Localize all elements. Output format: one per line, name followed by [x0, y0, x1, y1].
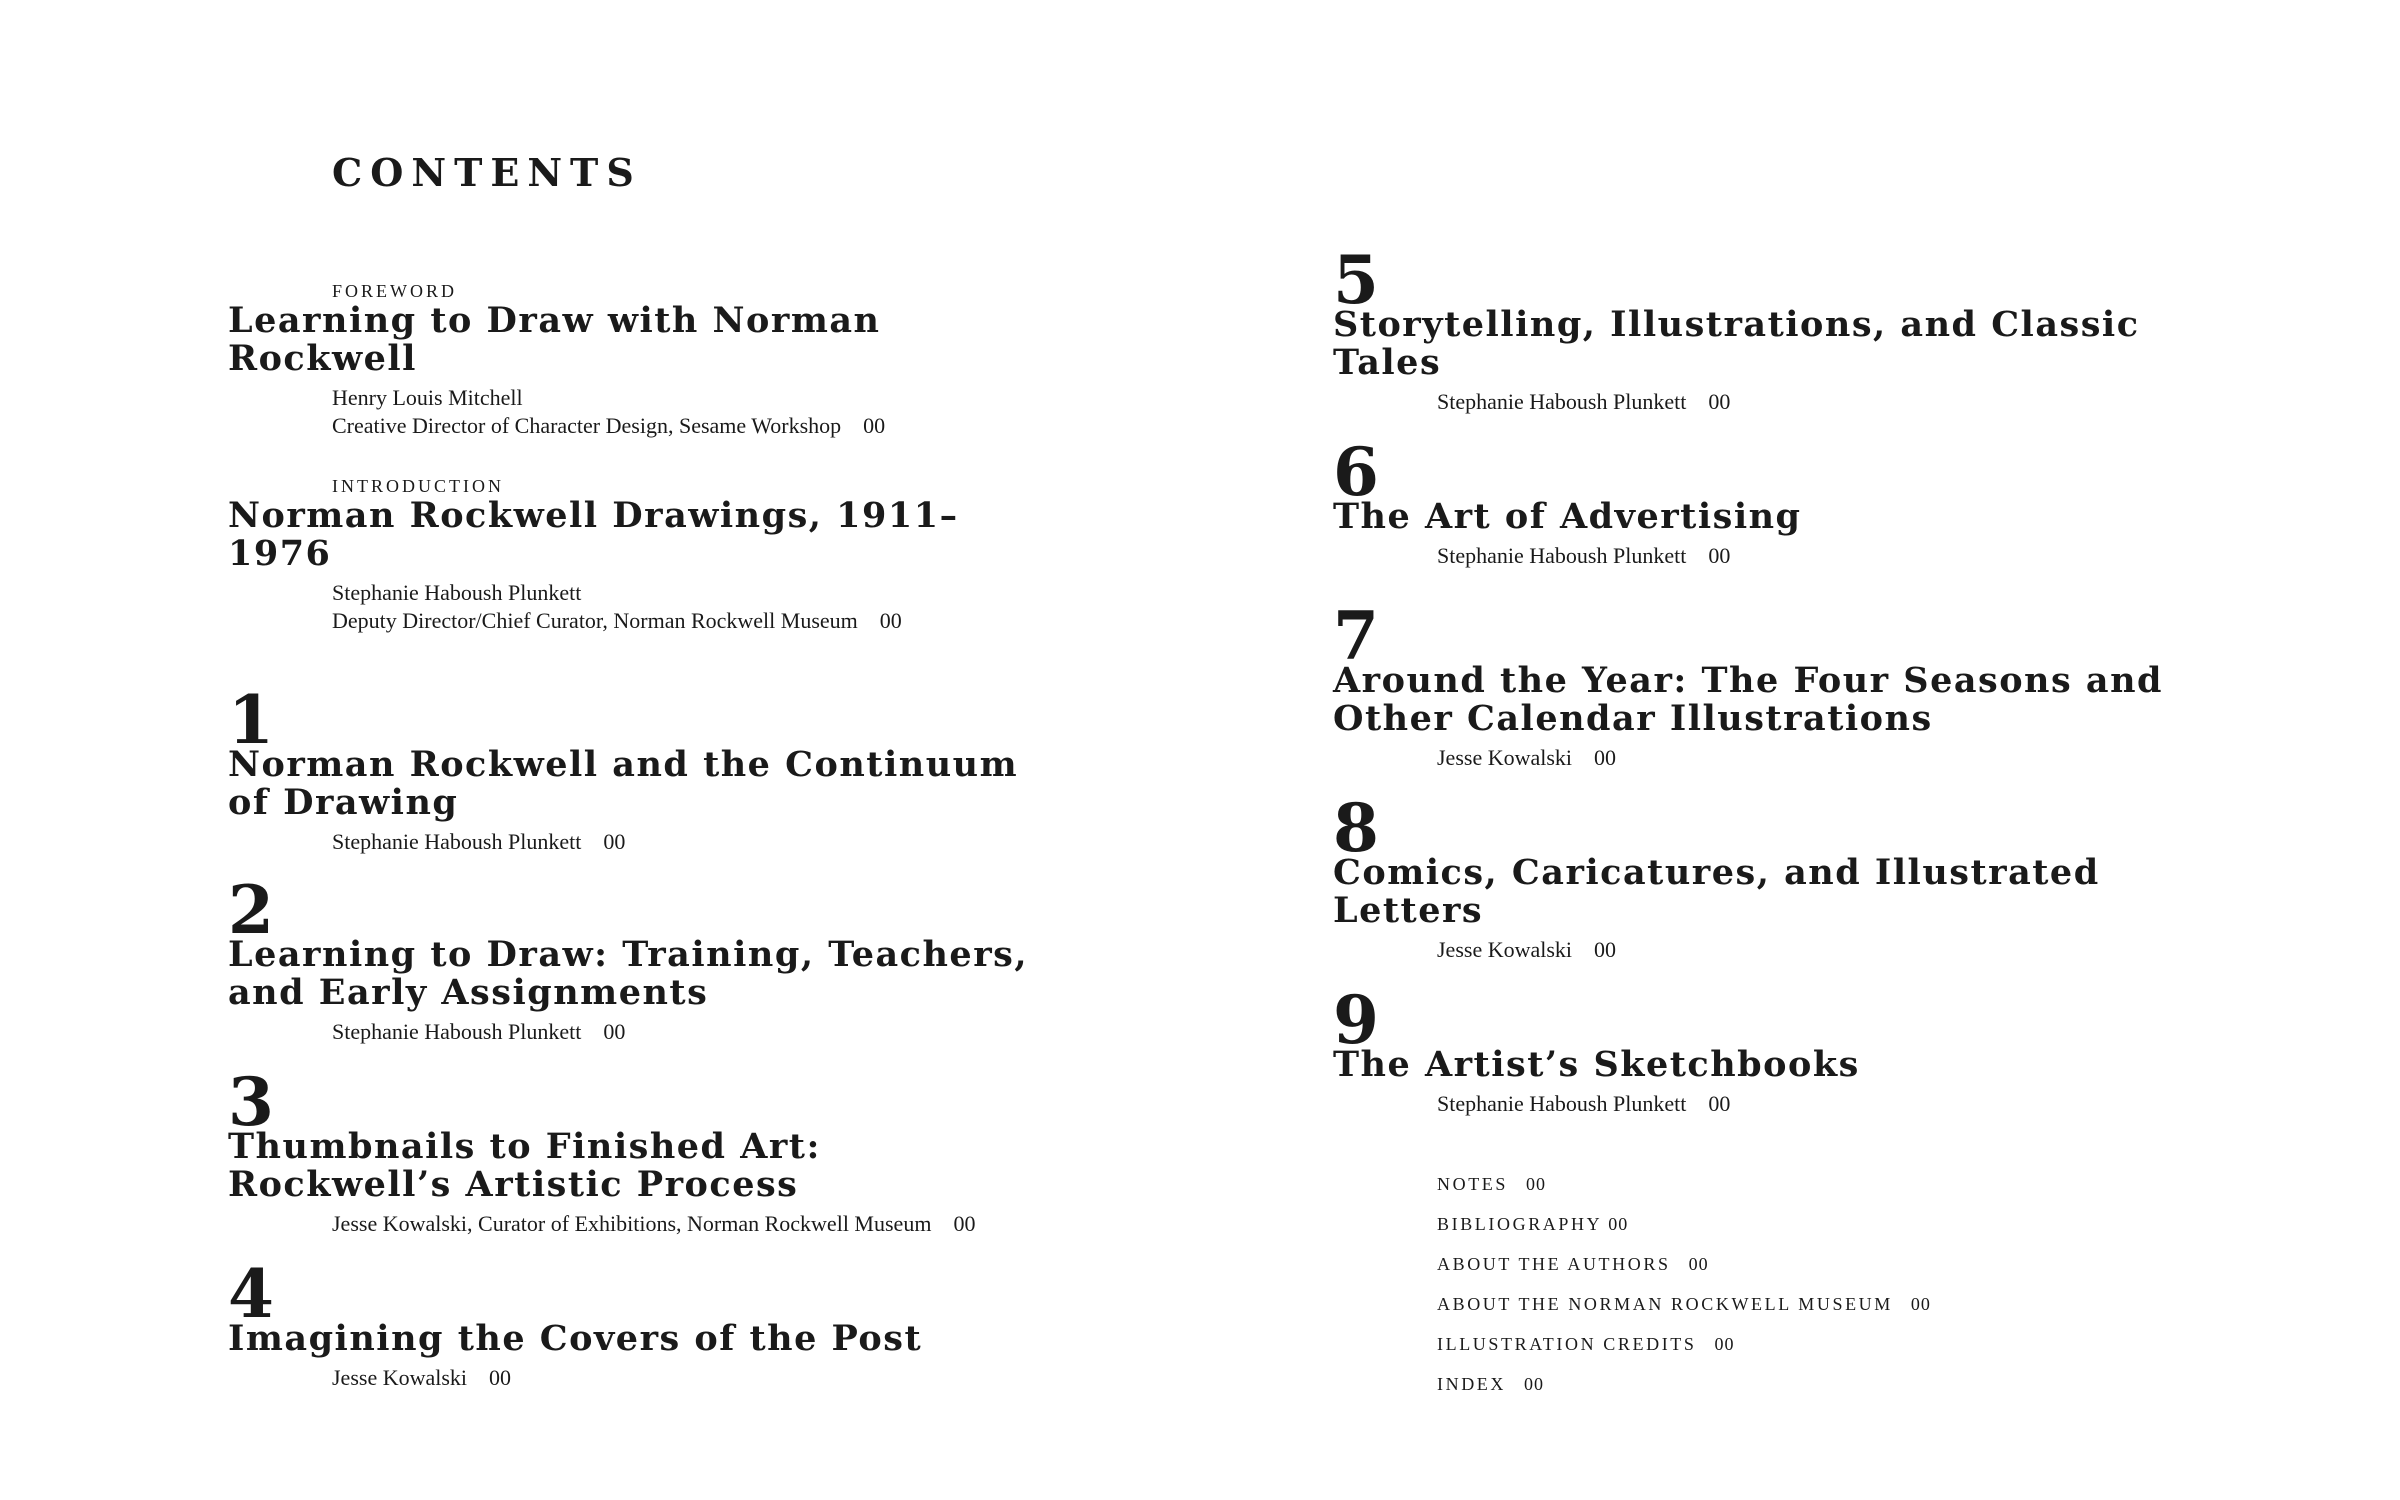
back-matter-item-index[interactable]: [1437, 1364, 1931, 1404]
introduction-title: [228, 497, 1128, 573]
introduction-page-number: 00: [879, 608, 902, 633]
chapter-title-line: Rockwell’s Artistic Process: [228, 1164, 799, 1205]
back-matter-label: ABOUT THE NORMAN ROCKWELL MUSEUM: [1437, 1294, 1893, 1314]
introduction-byline: [332, 579, 1128, 635]
chapter-number: 5: [1333, 241, 1379, 319]
chapter-title-line: Other Calendar Illustrations: [1333, 698, 1933, 739]
chapter-5-entry[interactable]: [1333, 241, 2293, 416]
chapter-byline: [1437, 542, 2293, 570]
back-matter-label: BIBLIOGRAPHY: [1437, 1214, 1603, 1234]
chapter-1-entry[interactable]: [228, 681, 1128, 856]
chapter-title-line: and Early Assignments: [228, 972, 709, 1013]
foreword-byline: [332, 384, 1128, 440]
chapter-byline: [332, 828, 1128, 856]
chapter-title-line: Norman Rockwell and the Continuum: [228, 744, 1019, 785]
chapter-number: 7: [1333, 597, 1379, 675]
chapter-author: Stephanie Haboush Plunkett: [1437, 389, 1687, 414]
chapter-page-number: 00: [1594, 937, 1617, 962]
chapter-title-line: Letters: [1333, 890, 1484, 931]
chapter-title-line: Around the Year: The Four Seasons and: [1333, 660, 2163, 701]
back-matter-label: NOTES: [1437, 1174, 1508, 1194]
introduction-kicker: INTRODUCTION: [332, 476, 504, 496]
chapter-title: [1333, 306, 2293, 382]
back-matter-page-number: 00: [1688, 1254, 1709, 1274]
foreword-author-role: Creative Director of Character Design, Sesame Workshop: [332, 413, 842, 438]
chapter-title-line: Thumbnails to Finished Art:: [228, 1126, 821, 1167]
chapter-byline: [1437, 744, 2293, 772]
chapter-title: [1333, 854, 2293, 930]
back-matter-item-bibliography[interactable]: [1437, 1204, 1931, 1244]
chapter-page-number: 00: [1708, 543, 1731, 568]
chapter-page-number: 00: [953, 1211, 976, 1236]
chapter-number: 9: [1333, 981, 1379, 1059]
chapter-author: Stephanie Haboush Plunkett: [332, 1019, 582, 1044]
back-matter-item-about-authors[interactable]: [1437, 1244, 1931, 1284]
chapter-number: 8: [1333, 789, 1379, 867]
chapter-title-line: Learning to Draw: Training, Teachers,: [228, 934, 1029, 975]
chapter-number: 4: [228, 1255, 274, 1333]
back-matter-label: ILLUSTRATION CREDITS: [1437, 1334, 1697, 1354]
chapter-page-number: 00: [603, 829, 626, 854]
back-matter-page-number: 00: [1524, 1374, 1544, 1394]
chapter-author: Jesse Kowalski: [1437, 937, 1573, 962]
foreword-page-number: 00: [863, 413, 886, 438]
foreword-title-line: Rockwell: [228, 338, 417, 379]
foreword-author: Henry Louis Mitchell: [332, 385, 523, 410]
chapter-author: Stephanie Haboush Plunkett: [1437, 543, 1687, 568]
chapter-author: Jesse Kowalski: [1437, 745, 1573, 770]
chapter-title: [1333, 1046, 2293, 1084]
foreword-title-line: Learning to Draw with Norman: [228, 300, 881, 341]
back-matter-label: ABOUT THE AUTHORS: [1437, 1254, 1671, 1274]
back-matter-page-number: 00: [1608, 1214, 1629, 1234]
chapter-byline: [1437, 1090, 2293, 1118]
chapter-title-line: Tales: [1333, 342, 1442, 383]
chapter-3-entry[interactable]: [228, 1063, 1128, 1238]
page-title: CONTENTS: [332, 150, 642, 195]
foreword-kicker: FOREWORD: [332, 281, 458, 301]
chapter-byline: [1437, 388, 2293, 416]
chapter-2-entry[interactable]: [228, 871, 1128, 1046]
chapter-title: [228, 1128, 1128, 1204]
chapter-byline: [332, 1018, 1128, 1046]
chapter-title: [228, 746, 1128, 822]
foreword-title: [228, 302, 1128, 378]
chapter-number: 1: [228, 681, 274, 759]
chapter-title-line: of Drawing: [228, 782, 459, 823]
chapter-9-entry[interactable]: [1333, 981, 2293, 1118]
chapter-title-line: Storytelling, Illustrations, and Classic: [1333, 304, 2140, 345]
chapter-title: [228, 936, 1128, 1012]
chapter-number: 6: [1333, 433, 1379, 511]
chapter-title: [1333, 662, 2293, 738]
chapter-author: Jesse Kowalski: [332, 1365, 468, 1390]
chapter-title: [1333, 498, 2293, 536]
chapter-title: [228, 1320, 1128, 1358]
back-matter-item-about-museum[interactable]: [1437, 1284, 1931, 1324]
chapter-page-number: 00: [603, 1019, 626, 1044]
back-matter-list: [1437, 1164, 1931, 1404]
chapter-title-line: The Artist’s Sketchbooks: [1333, 1044, 1860, 1085]
back-matter-page-number: 00: [1714, 1334, 1735, 1354]
back-matter-item-illustration-credits[interactable]: [1437, 1324, 1931, 1364]
chapter-title-line: Imagining the Covers of the Post: [228, 1318, 923, 1359]
back-matter-page-number: 00: [1910, 1294, 1931, 1314]
chapter-4-entry[interactable]: [228, 1255, 1128, 1392]
chapter-7-entry[interactable]: [1333, 597, 2293, 772]
chapter-author: Stephanie Haboush Plunkett: [332, 829, 582, 854]
chapter-page-number: 00: [1708, 389, 1731, 414]
introduction-title-line: Norman Rockwell Drawings, 1911–: [228, 495, 959, 536]
introduction-author: Stephanie Haboush Plunkett: [332, 580, 582, 605]
chapter-author: Stephanie Haboush Plunkett: [1437, 1091, 1687, 1116]
chapter-title-line: The Art of Advertising: [1333, 496, 1802, 537]
chapter-number: 2: [228, 871, 274, 949]
chapter-page-number: 00: [1594, 745, 1617, 770]
introduction-entry[interactable]: [228, 475, 1128, 635]
chapter-page-number: 00: [1708, 1091, 1731, 1116]
foreword-entry[interactable]: [228, 280, 1128, 440]
chapter-byline: [332, 1210, 1128, 1238]
chapter-page-number: 00: [489, 1365, 512, 1390]
chapter-6-entry[interactable]: [1333, 433, 2293, 570]
chapter-byline: [1437, 936, 2293, 964]
back-matter-label: INDEX: [1437, 1374, 1506, 1394]
back-matter-item-notes[interactable]: [1437, 1164, 1931, 1204]
introduction-author-role: Deputy Director/Chief Curator, Norman Rockwell Museum: [332, 608, 858, 633]
chapter-number: 3: [228, 1063, 274, 1141]
chapter-author: Jesse Kowalski, Curator of Exhibitions, Norman Rockwell Museum: [332, 1211, 932, 1236]
chapter-title-line: Comics, Caricatures, and Illustrated: [1333, 852, 2100, 893]
chapter-byline: [332, 1364, 1128, 1392]
back-matter-page-number: 00: [1526, 1174, 1546, 1194]
introduction-title-line: 1976: [228, 533, 332, 574]
chapter-8-entry[interactable]: [1333, 789, 2293, 964]
